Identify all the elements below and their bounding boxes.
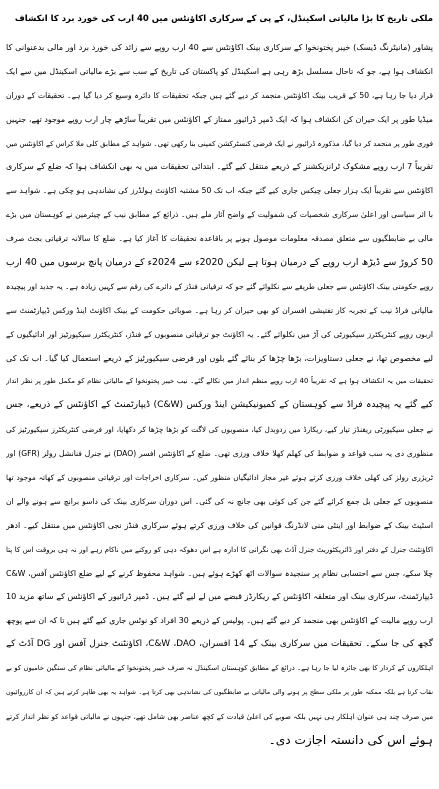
body-line: ہوئے اس کی دانستہ اجازت دی۔ [268, 732, 433, 747]
body-line: چلا سکے، جس سے احتسابی نظام پر سنجیدہ سوالات اٹھ کھڑے ہوئے ہیں۔ شواہد محفوظ کرنے کے لیے ضلع اکاؤنٹس آفس، C&W [6, 568, 433, 578]
body-line: لیے مخصوص تھا، نے جعلی دستاویزات، بڑھا چڑھا کر بنائے گئے بلوں اور فرضی سیکیورٹیز کے ذریعے استعمال کیا گیا۔ اب تک کی [6, 352, 433, 363]
body-line: میں صرف چند ہی عنوان اہلکار ہی نہیں بلکہ صوبے کی اعلیٰ قیادت کے کچھ عناصر بھی شامل تھے، جنہوں نے مالیاتی قواعد کو نظر انداز کرتے [6, 711, 433, 721]
body-line: اسٹیٹ بینک کے ضوابط اور اینٹی منی لانڈرنگ قوانین کی خلاف ورزی کرتے ہوئے سرکاری فنڈز نجی اکاؤنٹس میں منتقل کیے۔ ادھر [6, 520, 433, 530]
body-line: تقریباً 7 ارب روپے مشکوک ٹرانزیکشنز کے ذریعے منتقل کیے گئے۔ ابتدائی تحقیقات میں یہ بھی انکشاف ہوا کہ ضلع کے سرکاری [6, 161, 433, 172]
body-line: پشاور (مانیٹرنگ ڈیسک) خیبر پختونخوا کے سرکاری بینک اکاؤنٹس سے 40 ارب روپے سے زائد کی خورد برد اور مالی بدعنوانی کا [6, 42, 433, 52]
body-line: ارب روپے مالیت کے اکاؤنٹس بھی منجمد کر دیے گئے ہیں۔ پولیس کے ذریعے 30 افراد کو نوٹس جاری کیے گئے ہیں تا کہ ان سے پوچھ [6, 616, 433, 626]
body-line: اربوں روپے کنٹریکٹرز سیکیورٹی کی آڑ میں نکلوائے گئے۔ یہ اکاؤنٹ جو ترقیاتی منصوبوں کے فنڈز، کنٹریکٹرز سیکیورٹیز اور ادائیگیوں کے [6, 329, 433, 339]
body-line: گچھ کی جا سکے۔ تحقیقات میں سرکاری بینک کے 14 افسران، C&W ،DAO، اکاؤنٹنٹ جنرل آفس اور DG آڈٹ کے [6, 639, 433, 650]
body-line: میڈیا طور پر ایک حیران کن انکشاف ہوا کہ ایک ڈمپر ڈرائیور ممتاز کے اکاؤنٹس میں تقریباً ساڑھے چار ارب روپے موجود تھے، جنہیں [6, 114, 433, 124]
body-line: تحقیقات میں یہ انکشاف ہوا ہے کہ تقریباً 40 ارب روپے منظم انداز میں نکالے گئے۔ نیب خیبر پختونخوا کے مالیاتی نظام کو مکمل طور پر نظر انداز [6, 377, 433, 386]
article-body [6, 36, 433, 753]
body-line: منصوبوں کے جعلی بل جمع کرائے گئے جن کی کوئی بھی جانچ نہ کی گئی۔ اس دوران سرکاری بینک کی داسو برانچ سے ہونے والے ان [6, 496, 433, 506]
body-line: نقاب کرتا ہے بلکہ ممکنہ طور پر ملکی سطح پر ہونے والی مالیاتی بے ضابطگیوں کی نشاندہی بھی کرتا ہے۔ شواہد یہ بھی ظاہر کرتے ہیں کہ ان کارروائیوں [6, 689, 433, 697]
body-line: با اثر سیاسی اور اعلیٰ سرکاری شخصیات کی شمولیت کے واضح آثار ملے ہیں۔ ذرائع کے مطابق نیب کے چیئرمین نے کوہستان میں بڑے [6, 210, 433, 220]
article-headline: ملکی تاریخ کا بڑا مالیاتی اسکینڈل، کے پی کے سرکاری اکاؤنٹس میں 40 ارب کی خورد برد کا انکشاف [14, 14, 433, 24]
body-line: ڈیپارٹمنٹ، سرکاری بینک اور متعلقہ اکاؤنٹس کے ریکارڈز قبضے میں لے لیے گئے ہیں۔ ڈمپر ڈرائیور کے اکاؤنٹس کے ساتھ مزید 10 [6, 591, 433, 602]
body-line: نے جعلی سیکیورٹی ریفنڈز تیار کیے، ریکارڈ میں ردوبدل کیا، منصوبوں کی لاگت کو بڑھا چڑھا کر دکھایا، اور فرضی کنٹریکٹرز سیکیورٹیز کی [6, 425, 433, 435]
body-line: فوری طور پر منجمد کر دیا گیا، مذکورہ ڈرائیور نے ایک فرضی کنسٹرکشن کمپنی بنا رکھی تھی۔ شواہد کے مطابق کلی ملا کراس کے اکاؤنٹس میں [6, 138, 433, 148]
body-line: منظوری دی یہ سب قواعد و ضوابط کی کھلم کھلا خلاف ورزی تھی۔ ضلع کے اکاؤنٹس افسر (DAO) نے جنرل فنانشل رولز (GFR) اور [6, 449, 433, 459]
body-line: کیے گئے یہ پیچیدہ فراڈ سے کوہستان کے کمیونیکیشن اینڈ ورکس (C&W) ڈیپارٹمنٹ کے اکاؤنٹس کے ذریعے، جس [6, 400, 433, 411]
body-line: اکاؤنٹس سے تقریباً ایک ہزار جعلی چیکس جاری کیے گئے جبکہ اب تک 50 مشتبہ اکاؤنٹ ہولڈرز کی نشاندہی ہو چکی ہے۔ شواہد سے [6, 186, 433, 196]
body-line: 50 کروڑ سے ڈیڑھ ارب روپے کے درمیان ہوتا ہے لیکن 2020ء سے 2024ء کے درمیان پانچ برسوں میں 40 ارب [6, 257, 433, 269]
body-line: اہلکاروں کے کردار کا بھی جائزہ لیا جا رہا ہے۔ ذرائع کے مطابق کوہستان اسکینڈل نہ صرف خیبر پختونخوا کے مالیاتی نظام کی سنگین خامیوں کو بے [6, 664, 433, 673]
body-line: قرار دیا جا رہا ہے، 50 کے قریب بینک اکاؤنٹس منجمد کر دیے گئے ہیں جبکہ تحقیقات کا دائرہ وسیع کر دیا گیا ہے۔ تحقیقات کے دوران [6, 90, 433, 100]
body-line: روپے حکومتی بینک اکاؤنٹس سے جعلی طریقے سے نکلوائے گئے جو کہ ترقیاتی فنڈز کے دائرے کی رقم سے کہیں زیادہ ہے۔ یہ جدید اور پیچیدہ [6, 281, 433, 291]
body-line: انکشاف ہوا ہے، جو کہ تاحال مسلسل بڑھ رہی ہے اسکینڈل کو پاکستان کی تاریخ کے سب سے بڑے مالیاتی اسکینڈل میں سے ایک [6, 66, 433, 76]
body-line: ٹریژری رولز کی کھلی خلاف ورزی کرتے ہوئے غیر مجاز ادائیگیاں منظور کیں۔ سرکاری اخراجات اور ترقیاتی منصوبوں کے کھاتہ موجود تھا [6, 473, 433, 483]
body-line: اکاؤنٹنٹ جنرل کے دفتر اور ڈائریکٹوریٹ جنرل آڈٹ بھی نگرانی کا ادارہ ہے اس دھوکہ دہی کو روکنے میں ناکام رہے اور نہ ہی بروقت اس کا پتا [6, 544, 433, 554]
body-line: مالیاتی فراڈ نیب کے تجربہ کار تفتیشی افسران کو بھی حیران کر رہا ہے۔ صوبائی حکومت کے بینک اکاؤنٹ اینڈ ورکس ڈیپارٹمنٹ سے [6, 305, 433, 315]
body-line: مالی بے ضابطگیوں سے متعلق مصدقہ معلومات موصول ہونے پر باقاعدہ تحقیقات کا آغاز کیا ہے۔ ضلع کا سالانہ ترقیاتی بجٹ صرف [6, 234, 433, 244]
